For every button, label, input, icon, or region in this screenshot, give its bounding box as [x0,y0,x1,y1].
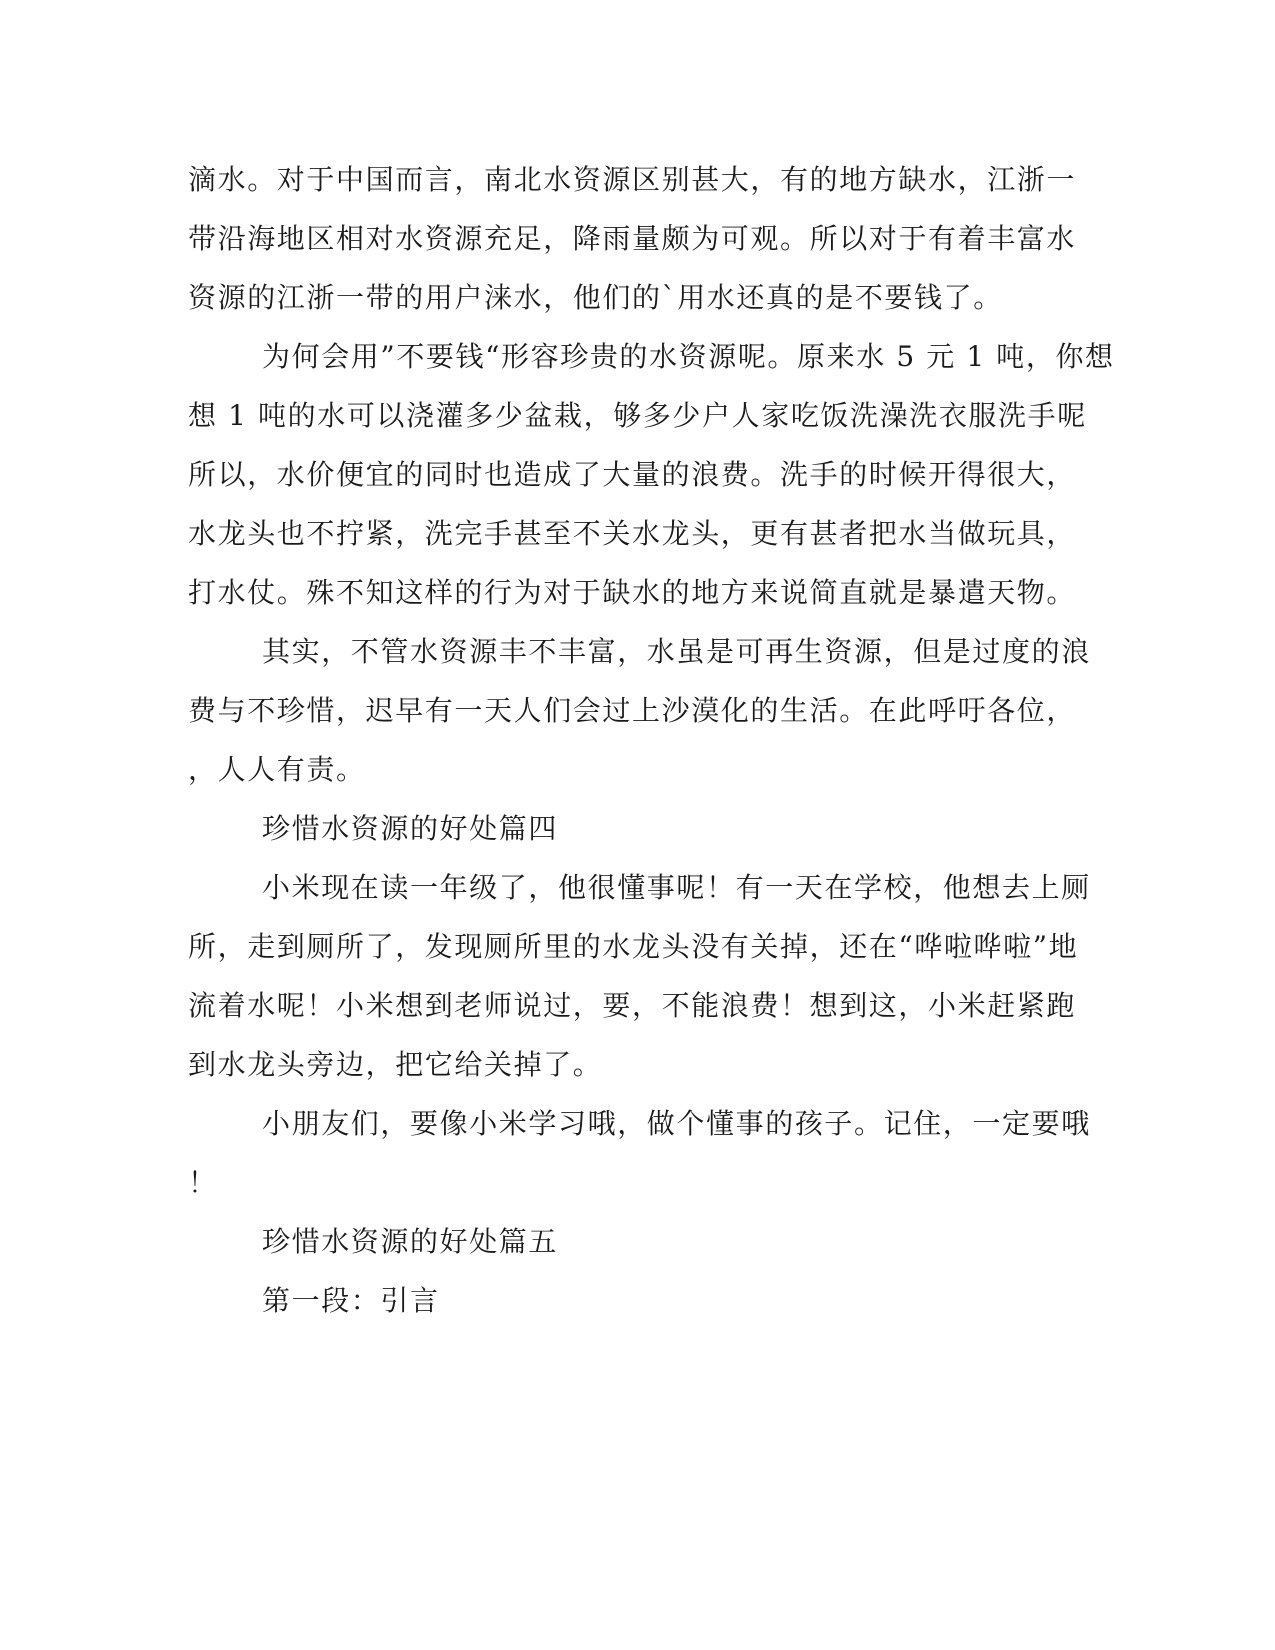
paragraph-line: 小朋友们，要像小米学习哦，做个懂事的孩子。记住，一定要哦 [262,1107,1091,1140]
paragraph-line: ，人人有责。 [188,753,366,786]
paragraph-line: 打水仗。殊不知这样的行为对于缺水的地方来说简直就是暴遣天物。 [188,576,1077,609]
paragraph-line: 到水龙头旁边，把它给关掉了。 [188,1048,603,1081]
paragraph-line: 其实，不管水资源丰不丰富，水虽是可再生资源，但是过度的浪 [262,635,1091,668]
section-heading: 珍惜水资源的好处篇四 [262,812,559,845]
paragraph-line: 为何会用”不要钱“形容珍贵的水资源呢。原来水 5 元 1 吨，你想 [262,340,1115,373]
paragraph-line: 所，走到厕所了，发现厕所里的水龙头没有关掉，还在“哗啦哗啦”地 [188,930,1079,963]
paragraph-line: 所以，水价便宜的同时也造成了大量的浪费。洗手的时候开得很大， [188,458,1077,491]
paragraph-line: ！ [188,1166,218,1199]
paragraph-line: 资源的江浙一带的用户涞水，他们的`用水还真的是不要钱了。 [188,281,1003,314]
paragraph-line: 水龙头也不拧紧，洗完手甚至不关水龙头，更有甚者把水当做玩具， [188,517,1077,550]
subsection-heading: 第一段：引言 [262,1284,440,1317]
section-heading: 珍惜水资源的好处篇五 [262,1225,559,1258]
paragraph-line: 流着水呢！小米想到老师说过，要，不能浪费！想到这，小米赶紧跑 [188,989,1077,1022]
paragraph-line: 费与不珍惜，迟早有一天人们会过上沙漠化的生活。在此呼吁各位， [188,694,1077,727]
paragraph-line: 滴水。对于中国而言，南北水资源区别甚大，有的地方缺水，江浙一 [188,163,1077,196]
paragraph-line: 小米现在读一年级了，他很懂事呢！有一天在学校，他想去上厕 [262,871,1091,904]
paragraph-line: 带沿海地区相对水资源充足，降雨量颇为可观。所以对于有着丰富水 [188,222,1077,255]
paragraph-line: 想 1 吨的水可以浇灌多少盆栽，够多少户人家吃饭洗澡洗衣服洗手呢 [188,399,1087,432]
